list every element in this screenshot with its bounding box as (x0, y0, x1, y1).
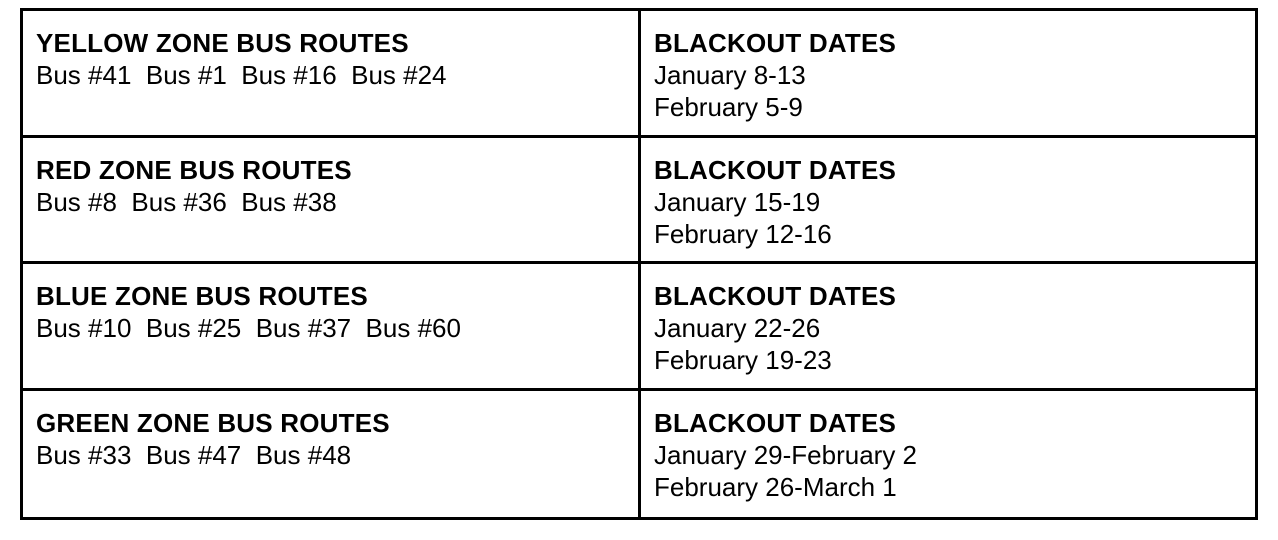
zone-heading: BLUE ZONE BUS ROUTES (36, 281, 368, 311)
blue-zone-routes-cell (23, 264, 641, 391)
zone-heading: GREEN ZONE BUS ROUTES (36, 407, 390, 438)
blackout-heading: BLACKOUT DATES (654, 154, 897, 185)
blackout-date: February 5-9 (654, 92, 803, 122)
blackout-date: January 22-26 (654, 313, 821, 343)
bus-route-list: Bus #8 Bus #36 Bus #38 (36, 186, 337, 217)
blackout-date: January 8-13 (654, 60, 806, 90)
bus-route-list: Bus #10 Bus #25 Bus #37 Bus #60 (36, 313, 461, 343)
blackout-date: February 12-16 (654, 218, 832, 249)
zone-heading: RED ZONE BUS ROUTES (36, 154, 352, 185)
blue-zone-blackout-cell (641, 264, 1255, 391)
yellow-zone-routes-cell (23, 11, 641, 138)
yellow-zone-blackout-cell (641, 11, 1255, 138)
bus-routes-table (20, 8, 1258, 520)
green-zone-routes-cell (23, 391, 641, 518)
blackout-date: January 29-February 2 (654, 439, 918, 470)
red-zone-routes-cell (23, 138, 641, 265)
bus-route-list: Bus #33 Bus #47 Bus #48 (36, 439, 352, 470)
red-zone-blackout-cell (641, 138, 1255, 265)
blackout-date: February 19-23 (654, 345, 832, 375)
bus-route-list: Bus #41 Bus #1 Bus #16 Bus #24 (36, 60, 447, 90)
green-zone-blackout-cell (641, 391, 1255, 518)
blackout-heading: BLACKOUT DATES (654, 407, 897, 438)
blackout-heading: BLACKOUT DATES (654, 281, 897, 311)
blackout-date: February 26-March 1 (654, 471, 897, 502)
blackout-date: January 15-19 (654, 186, 821, 217)
blackout-heading: BLACKOUT DATES (654, 28, 897, 58)
zone-heading: YELLOW ZONE BUS ROUTES (36, 28, 409, 58)
